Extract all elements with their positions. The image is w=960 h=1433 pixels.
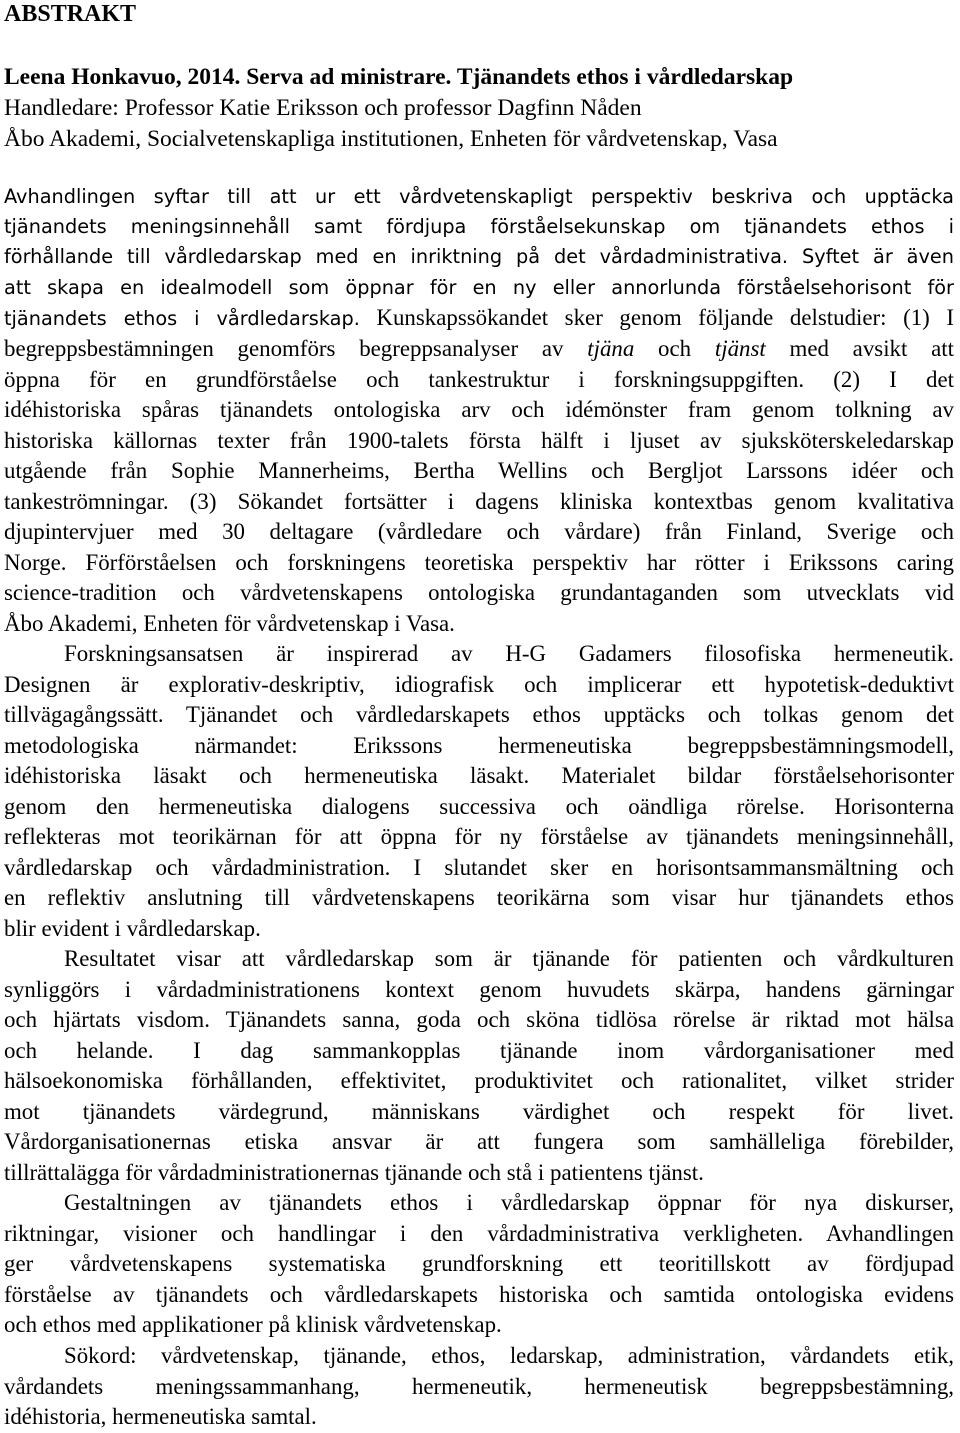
text-line: vårdandets meningssammanhang, hermeneutik, hermeneutisk begreppsbestämning, [4, 1373, 954, 1399]
text-line: öppna för en grundförståelse och tankestruktur i forskningsuppgiften. (2) I det [4, 366, 954, 392]
abstract-paragraph-aim [4, 182, 954, 334]
text-line: blir evident i vårdledarskap. [4, 915, 261, 941]
text-line: reflekteras mot teorikärnan för att öppna för ny förståelse av tjänandets meningsinnehåll, [4, 824, 954, 849]
text-span: med avsikt att [765, 336, 955, 361]
text-line: och helande. I dag sammankopplas tjänande inom vårdorganisationer med [4, 1037, 954, 1063]
text-line: tillvägagångssätt. Tjänandet och vårdledarskapets ethos upptäcks och tolkas genom det [4, 702, 954, 727]
text-span: och [634, 336, 715, 361]
text-line: Forskningsansatsen är inspirerad av H-G Gadamers filosofiska hermeneutik. [64, 641, 954, 666]
text-line: Åbo Akademi, Enheten för vårdvetenskap i Vasa. [4, 610, 455, 636]
text-line: Resultatet visar att vårdledarskap som är tjänande för patienten och vårdkulturen [64, 946, 954, 971]
text-line: mot tjänandets värdegrund, människans värdighet och respekt för livet. [4, 1098, 954, 1124]
text-line: hälsoekonomiska förhållanden, effektivitet, produktivitet och rationalitet, vilket strider [4, 1068, 954, 1093]
text-line [4, 334, 954, 365]
text-line: tillrättalägga för vårdadministrationernas tjänande och stå i patientens tjänst. [4, 1159, 704, 1185]
italic-term: tjänst [714, 336, 766, 361]
text-line: synliggörs i vårdadministrationens kontext genom huvudets skärpa, handens gärningar [4, 976, 954, 1002]
text-line: riktningar, visioner och handlingar i den vårdadministrativa verkligheten. Avhandlingen [4, 1220, 954, 1246]
affiliation-line: Åbo Akademi, Socialvetenskapliga institutionen, Enheten för vårdvetenskap, Vasa [4, 126, 778, 152]
text-span: tjänandets ethos i vårdledarskap. [4, 306, 360, 330]
text-line: genom den hermeneutiska dialogens successiva och oändliga rörelse. Horisonterna [4, 793, 954, 819]
text-line: och hjärtats visdom. Tjänandets sanna, goda och sköna tidlösa rörelse är riktad mot hälsa [4, 1007, 954, 1032]
page-heading: ABSTRAKT [4, 1, 137, 27]
text-span: Kunskapssökandet sker genom följande delstudier: (1) I [359, 304, 955, 330]
text-line: ger vårdvetenskapens systematiska grundforskning ett teoritillskott av fördjupad [4, 1251, 954, 1276]
text-line: att skapa en idealmodell som öppnar för en ny eller annorlunda förståelsehorisont för [4, 275, 954, 299]
abstract-paragraph-results [4, 944, 954, 1188]
text-line: Vårdorganisationernas etiska ansvar är att fungera som samhälleliga förebilder, [4, 1129, 954, 1154]
author-title-line [4, 62, 793, 93]
text-span: begreppsbestämningen genomförs begreppsanalyser av [4, 336, 588, 361]
abstract-paragraph-method-studies [4, 334, 954, 639]
text-line: science-tradition och vårdvetenskapens ontologiska grundantaganden som utvecklats vid [4, 580, 954, 605]
text-line: och ethos med applikationer på klinisk vårdvetenskap. [4, 1312, 502, 1337]
text-line: en reflektiv anslutning till vårdvetenskapens teorikärna som visar hur tjänandets ethos [4, 885, 954, 910]
supervisors-line: Handledare: Professor Katie Eriksson och professor Dagfinn Nåden [4, 95, 642, 121]
italic-term: tjäna [587, 336, 635, 361]
text-line: Norge. Förförståelsen och forskningens teoretiska perspektiv har rötter i Erikssons caring [4, 549, 954, 575]
text-line: tankeströmningar. (3) Sökandet fortsätter i dagens kliniska kontextbas genom kvalitativa [4, 488, 954, 514]
abstract-paragraph-approach [4, 639, 954, 944]
keywords-paragraph [4, 1341, 954, 1433]
abstract-paragraph-conclusion [4, 1188, 954, 1341]
text-line: idéhistoriska spåras tjänandets ontologiska arv och idémönster fram genom tolkning av [4, 397, 954, 422]
text-span: Syftet är även [788, 245, 954, 269]
text-line: Designen är explorativ-deskriptiv, idiografisk och implicerar ett hypotetisk-deduktivt [4, 671, 954, 697]
text-span: förhållande till vårdledarskap med en inriktning på det vårdadministrativa. [4, 245, 789, 269]
author-title: Leena Honkavuo, 2014. Serva ad ministrare. Tjänandets ethos i vårdledarskap [4, 64, 794, 90]
text-line: Avhandlingen syftar till att ur ett vårdvetenskapligt perspektiv beskriva och upptäcka [4, 185, 954, 208]
text-line [4, 242, 954, 272]
text-line: Sökord: vårdvetenskap, tjänande, ethos, ledarskap, administration, vårdandets etik, [64, 1343, 954, 1368]
text-line: idéhistoria, hermeneutiska samtal. [4, 1404, 317, 1429]
text-line: historiska källornas texter från 1900-talets första hälft i ljuset av sjuksköterskeledarskap [4, 427, 954, 453]
text-line: förståelse av tjänandets och vårdledarskapets historiska och samtida ontologiska evidens [4, 1281, 954, 1307]
text-line: djupintervjuer med 30 deltagare (vårdledare och vårdare) från Finland, Sverige och [4, 519, 954, 544]
text-line: idéhistoriska läsakt och hermeneutiska läsakt. Materialet bildar förståelsehorisonter [4, 763, 954, 788]
text-line: tjänandets meningsinnehåll samt fördjupa förståelsekunskap om tjänandets ethos i [4, 215, 954, 239]
text-line [4, 303, 954, 334]
text-line: Gestaltningen av tjänandets ethos i vårdledarskap öppnar för nya diskurser, [64, 1190, 954, 1215]
text-line: vårdledarskap och vårdadministration. I slutandet sker en horisontsammansmältning och [4, 854, 954, 880]
text-line: utgående från Sophie Mannerheims, Bertha Wellins och Bergljot Larssons idéer och [4, 458, 954, 483]
text-line: metodologiska närmandet: Erikssons hermeneutiska begreppsbestämningsmodell, [4, 732, 954, 758]
